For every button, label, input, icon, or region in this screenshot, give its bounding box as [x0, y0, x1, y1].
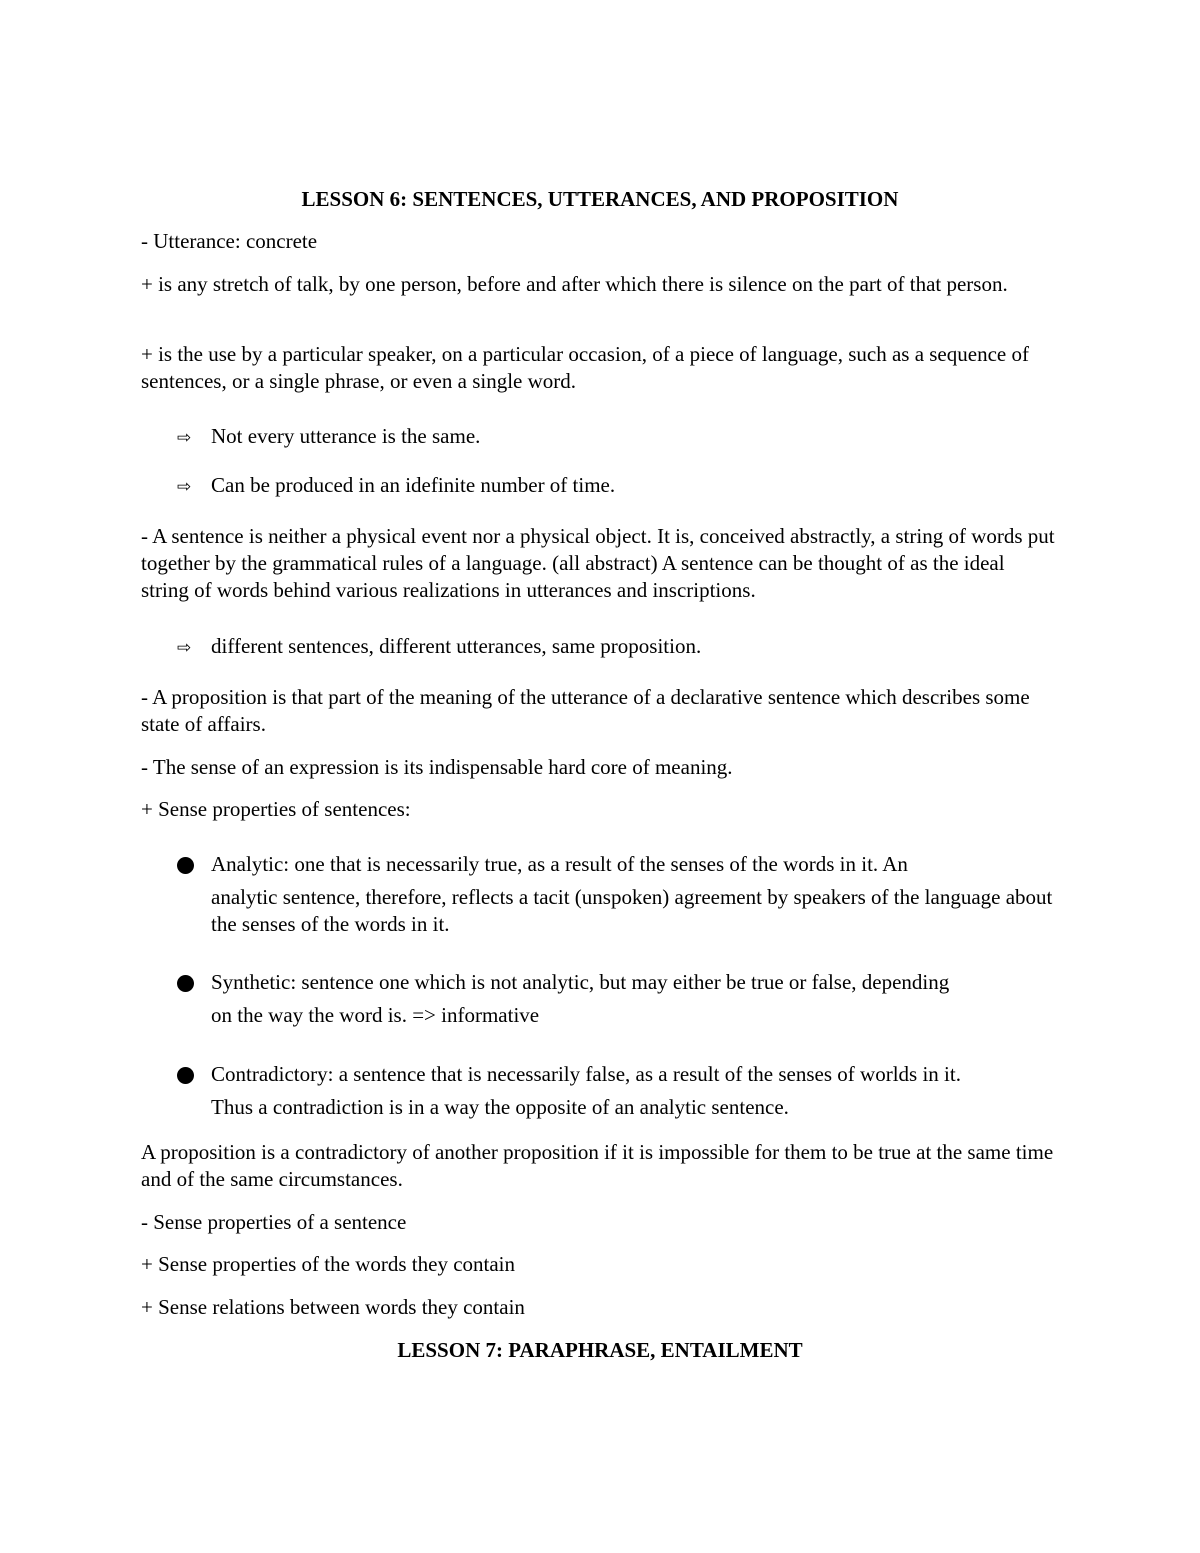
paragraph-sense-properties-sentence: - Sense properties of a sentence — [141, 1210, 407, 1234]
paragraph-sense-properties: + Sense properties of sentences: — [141, 797, 411, 821]
paragraph-utterance-def-2: + is the use by a particular speaker, on a particular occasion, of a piece of language, such as a sequence of sentences, or a single phrase, or even a single word. — [141, 342, 1029, 393]
lesson-6-title: LESSON 6: SENTENCES, UTTERANCES, AND PROPOSITION — [301, 187, 899, 211]
bullet-contradictory — [177, 1057, 1062, 1121]
lesson-7-title: LESSON 7: PARAPHRASE, ENTAILMENT — [397, 1338, 803, 1362]
paragraph-sense: - The sense of an expression is its indispensable hard core of meaning. — [141, 755, 733, 779]
bullet-icon — [177, 975, 194, 992]
paragraph-utterance-def-1: + is any stretch of talk, by one person, before and after which there is silence on the part of that person. — [141, 272, 1008, 296]
bullet-icon — [177, 1067, 194, 1084]
paragraph-contradictory: A proposition is a contradictory of another proposition if it is impossible for them to be true at the same time and of the same circumstances. — [141, 1140, 1054, 1191]
arrow-right-icon: ⇨ — [177, 428, 192, 448]
bullet-text: on the way the word is. => informative — [211, 1003, 540, 1027]
bullet-analytic — [177, 847, 1062, 938]
arrow-item-2 — [177, 472, 1057, 501]
paragraph-utterance: - Utterance: concrete — [141, 229, 318, 253]
bullet-text: Thus a contradiction is in a way the opposite of an analytic sentence. — [211, 1095, 789, 1119]
arrow-item-1 — [177, 423, 1057, 452]
bullet-text: analytic sentence, therefore, reflects a tacit (unspoken) agreement by speakers of the language about the senses of the words in it. — [211, 885, 1053, 936]
arrow-item-3 — [177, 633, 1057, 662]
paragraph-sense-relations: + Sense relations between words they contain — [141, 1295, 525, 1319]
arrow-right-icon: ⇨ — [177, 638, 192, 658]
arrow-item-text: different sentences, different utterances, same proposition. — [211, 634, 702, 658]
paragraph-sentence: - A sentence is neither a physical event nor a physical object. It is, conceived abstractly, a string of words put together by the grammatical rules of a language. (all abstract) A sentence can be thought of as the ideal string of words behind various realizations in utterances and inscriptions. — [141, 524, 1055, 602]
bullet-text: Analytic: one that is necessarily true, as a result of the senses of the words in it. An — [211, 852, 908, 876]
bullet-text: Contradictory: a sentence that is necessarily false, as a result of the senses of worlds in it. — [211, 1062, 961, 1086]
bullet-synthetic — [177, 965, 1062, 1029]
arrow-item-text: Not every utterance is the same. — [211, 424, 481, 448]
paragraph-sense-properties-words: + Sense properties of the words they contain — [141, 1252, 516, 1276]
arrow-right-icon: ⇨ — [177, 477, 192, 497]
arrow-item-text: Can be produced in an idefinite number of time. — [211, 473, 616, 497]
paragraph-proposition: - A proposition is that part of the meaning of the utterance of a declarative sentence which describes some state of affairs. — [141, 685, 1030, 736]
bullet-icon — [177, 857, 194, 874]
bullet-text: Synthetic: sentence one which is not analytic, but may either be true or false, depending — [211, 970, 950, 994]
